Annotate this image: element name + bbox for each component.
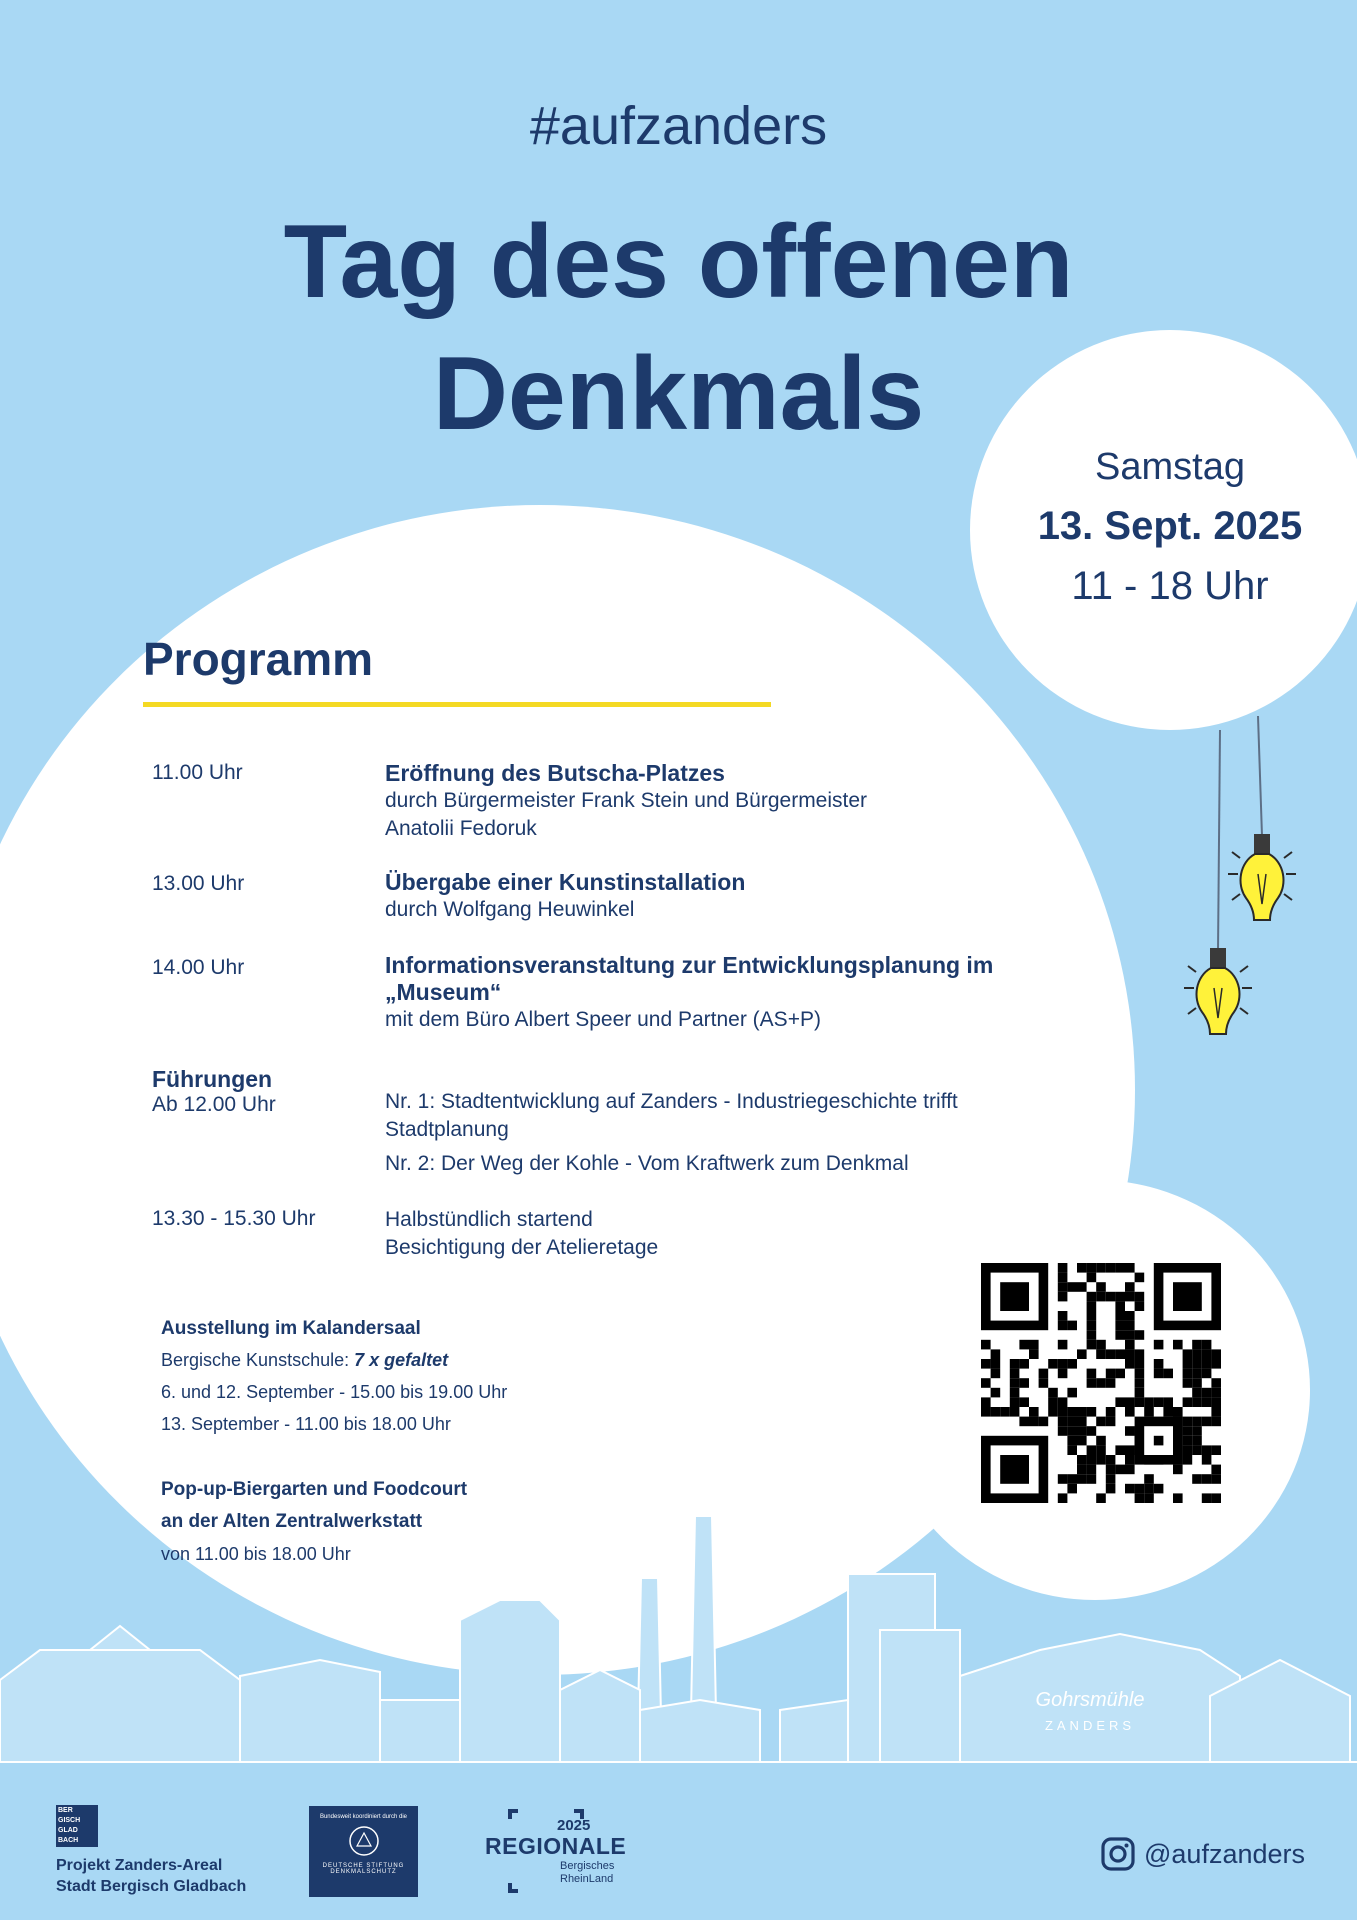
skyline-sign: Gohrsmühle — [1035, 1689, 1145, 1711]
tours-heading: Führungen — [152, 1066, 273, 1092]
heading-underline — [143, 702, 771, 707]
date-weekday: Samstag — [1095, 446, 1245, 488]
exhibition-line — [161, 1344, 507, 1376]
exhibition-line: 13. September - 11.00 bis 18.00 Uhr — [161, 1414, 451, 1434]
event-description: mit dem Büro Albert Speer und Partner (AS+P) — [385, 1008, 821, 1031]
event-time: 14.00 Uhr — [152, 956, 245, 979]
regionale-year: 2025 — [557, 1817, 591, 1834]
regionale-sub: Bergisches — [560, 1860, 615, 1872]
exhibition-line: 6. und 12. September - 15.00 bis 19.00 Uhr — [161, 1382, 508, 1402]
logo-mark-line: GISCH — [58, 1817, 81, 1824]
light-bulb-icon — [1170, 716, 1310, 1046]
title-line-2: Denkmals — [432, 336, 925, 452]
event-item — [385, 869, 1085, 924]
event-description: durch Wolfgang Heuwinkel — [385, 898, 635, 921]
event-item — [385, 952, 1085, 1034]
food-heading: Pop-up-Biergarten und Foodcourt — [161, 1479, 468, 1500]
logo-regionale — [482, 1805, 632, 1897]
instagram-icon — [1100, 1836, 1136, 1872]
skyline-illustration — [0, 1500, 1357, 1765]
tour-item: Stadtplanung — [385, 1118, 509, 1141]
event-time: 13.00 Uhr — [152, 872, 245, 895]
atelier-item — [385, 1206, 1085, 1262]
exhibition-school: Bergische Kunstschule: — [161, 1350, 355, 1370]
logo1-line: Stadt Bergisch Gladbach — [56, 1878, 247, 1895]
hashtag: #aufzanders — [529, 96, 828, 156]
tour-item: Nr. 2: Der Weg der Kohle - Vom Kraftwerk zum Denkmal — [385, 1152, 909, 1175]
atelier-line: Halbstündlich startend — [385, 1208, 593, 1231]
exhibition-heading: Ausstellung im Kalandersaal — [161, 1318, 421, 1339]
instagram-handle[interactable] — [1100, 1836, 1305, 1872]
atelier-time: 13.30 - 15.30 Uhr — [152, 1207, 316, 1230]
tours-list — [385, 1088, 1085, 1178]
regionale-sub: RheinLand — [560, 1873, 614, 1885]
page-title — [0, 196, 1357, 460]
skyline-sign-sub: ZANDERS — [1044, 1718, 1136, 1733]
program-heading: Programm — [143, 633, 374, 685]
date-time: 11 - 18 Uhr — [1071, 564, 1269, 608]
tour-item: Nr. 1: Stadtentwicklung auf Zanders - Industriegeschichte trifft — [385, 1090, 958, 1113]
tours-block — [152, 1066, 276, 1117]
logo-bergisch-gladbach — [56, 1805, 246, 1897]
event-title: Übergabe einer Kunstinstallation — [385, 869, 746, 895]
event-item — [385, 760, 1085, 843]
tours-time: Ab 12.00 Uhr — [152, 1093, 276, 1116]
logo-mark-line: BACH — [58, 1837, 79, 1844]
food-heading: an der Alten Zentralwerkstatt — [161, 1511, 423, 1532]
instagram-label: @aufzanders — [1144, 1838, 1305, 1869]
event-description: Anatolii Fedoruk — [385, 817, 537, 840]
logo-mark-line: GLAD — [58, 1827, 78, 1834]
event-title: Eröffnung des Butscha-Platzes — [385, 760, 725, 786]
logo2-bottom: DEUTSCHE STIFTUNG — [322, 1863, 405, 1869]
logo-mark-line: BER — [58, 1807, 73, 1814]
qr-code[interactable] — [981, 1263, 1221, 1503]
food-time: von 11.00 bis 18.00 Uhr — [161, 1544, 351, 1564]
logo2-top: Bundesweit koordiniert durch die — [319, 1814, 408, 1820]
city-logo-mark — [56, 1805, 98, 1847]
logo2-bottom: DENKMALSCHUTZ — [330, 1869, 397, 1875]
event-description: durch Bürgermeister Frank Stein und Bürgermeister — [385, 789, 868, 812]
denkmalschutz-seal-icon — [347, 1824, 381, 1858]
regionale-name: REGIONALE — [485, 1833, 627, 1859]
title-line-1: Tag des offenen — [283, 204, 1074, 320]
exhibition-title: 7 x gefaltet — [354, 1350, 449, 1370]
event-title: „Museum“ — [385, 979, 502, 1005]
exhibition-block — [161, 1314, 507, 1440]
logo1-line: Projekt Zanders-Areal — [56, 1857, 223, 1874]
event-time: 11.00 Uhr — [152, 761, 243, 784]
event-title: Informationsveranstaltung zur Entwicklungsplanung im — [385, 952, 994, 978]
logo-denkmalschutz — [309, 1806, 418, 1897]
date-day: 13. Sept. 2025 — [1037, 504, 1303, 548]
atelier-line: Besichtigung der Atelieretage — [385, 1236, 659, 1259]
